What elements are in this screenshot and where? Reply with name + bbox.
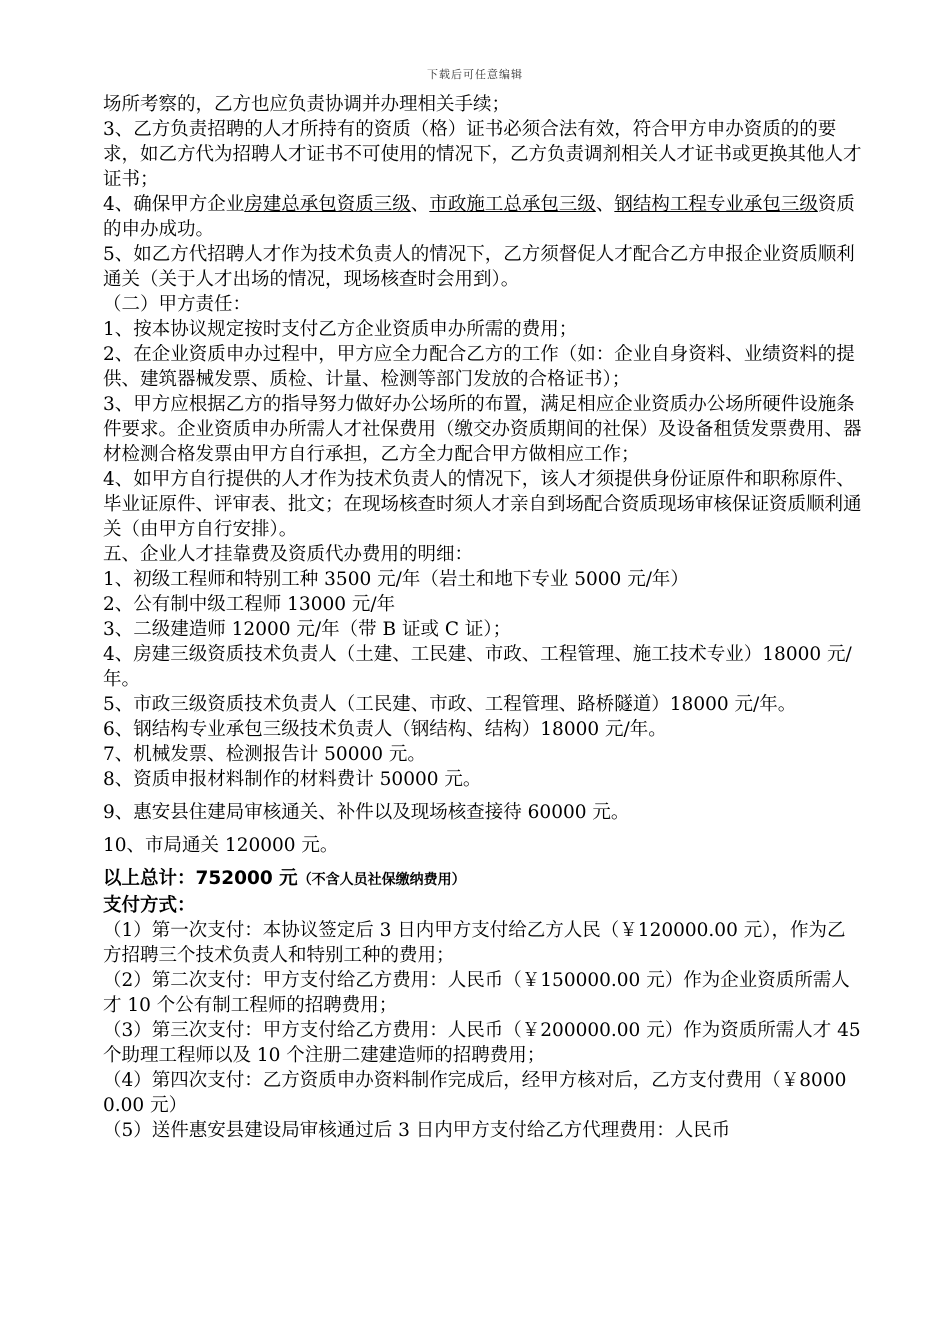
page-header: 下载后可任意编辑 [427,68,523,81]
paragraph [103,192,863,242]
text-run: 、 [410,194,430,215]
underlined-text: 市政施工总承包三级 [429,194,596,215]
text-run: 、 [595,194,615,215]
text-run: 4、确保甲方企业 [103,194,245,215]
fee-item: 6、钢结构专业承包三级技术负责人（钢结构、结构）18000 元/年。 [103,719,667,740]
paragraph: 3、乙方负责招聘的人才所持有的资质（格）证书必须合法有效，符合甲方申办资质的的要求，如乙方代为招聘人才证书不可使用的情况下，乙方负责调剂相关人才证书或更换其他人才证书； [103,119,862,190]
section-heading: 五、企业人才挂靠费及资质代办费用的明细： [103,544,474,565]
payment-item: （4）第四次支付：乙方资质申办资料制作完成后，经甲方核对后，乙方支付费用（￥80000.00 元） [103,1070,847,1116]
total-line [103,866,863,893]
underlined-text: 房建总承包资质三级 [244,194,411,215]
fee-item: 8、资质申报材料制作的材料费计 50000 元。 [103,769,482,790]
payment-heading: 支付方式： [103,895,196,916]
fee-item: 2、公有制中级工程师 13000 元/年 [103,594,396,615]
total-note: （不含人员社保缴纳费用） [297,872,466,888]
paragraph: 4、如甲方自行提供的人才作为技术负责人的情况下，该人才须提供身份证原件和职称原件、毕业证原件、评审表、批文；在现场核查时须人才亲自到场配合资质现场审核保证资质顺利通关（由甲方自行安排）。 [103,469,862,540]
fee-item: 1、初级工程师和特别工种 3500 元/年（岩土和地下专业 5000 元/年） [103,569,689,590]
payment-item: （3）第三次支付：甲方支付给乙方费用：人民币（￥200000.00 元）作为资质所需人才 45 个助理工程师以及 10 个注册二建建造师的招聘费用； [103,1020,861,1066]
total-amount: 以上总计：752000 元 [103,868,298,889]
text-run: 资质的申办成功。 [103,194,855,240]
fee-item: 9、惠安县住建局审核通关、补件以及现场核查接待 60000 元。 [103,802,630,823]
fee-item: 4、房建三级资质技术负责人（土建、工民建、市政、工程管理、施工技术专业）18000 元/年。 [103,644,852,690]
paragraph: 1、按本协议规定按时支付乙方企业资质申办所需的费用； [103,319,578,340]
fee-item: 5、市政三级资质技术负责人（工民建、市政、工程管理、路桥隧道）18000 元/年。 [103,694,797,715]
payment-item: （1）第一次支付：本协议签定后 3 日内甲方支付给乙方人民（￥120000.00 元），作为乙方招聘三个技术负责人和特别工种的费用； [103,920,846,966]
payment-item: （2）第二次支付：甲方支付给乙方费用：人民币（￥150000.00 元）作为企业资质所需人才 10 个公有制工程师的招聘费用； [103,970,850,1016]
paragraph: 3、甲方应根据乙方的指导努力做好办公场所的布置，满足相应企业资质办公场所硬件设施条件要求。企业资质申办所需人才社保费用（缴交办资质期间的社保）及设备租赁发票费用、器材检测合格发票由甲方自行承担，乙方全力配合甲方做相应工作； [103,394,862,465]
underlined-text: 钢结构工程专业承包三级 [614,194,818,215]
paragraph: 场所考察的，乙方也应负责协调并办理相关手续； [103,94,511,115]
fee-item: 3、二级建造师 12000 元/年（带 B 证或 C 证）； [103,619,512,640]
payment-item: （5）送件惠安县建设局审核通过后 3 日内甲方支付给乙方代理费用：人民币 [103,1120,731,1141]
document-body [103,92,863,1143]
paragraph: 5、如乙方代招聘人才作为技术负责人的情况下，乙方须督促人才配合乙方申报企业资质顺利通关（关于人才出场的情况，现场核查时会用到）。 [103,244,855,290]
paragraph: 2、在企业资质申办过程中，甲方应全力配合乙方的工作（如：企业自身资料、业绩资料的提供、建筑器械发票、质检、计量、检测等部门发放的合格证书）； [103,344,855,390]
fee-item: 7、机械发票、检测报告计 50000 元。 [103,744,426,765]
section-heading: （二）甲方责任： [103,294,252,315]
fee-item: 10、市局通关 120000 元。 [103,835,339,856]
